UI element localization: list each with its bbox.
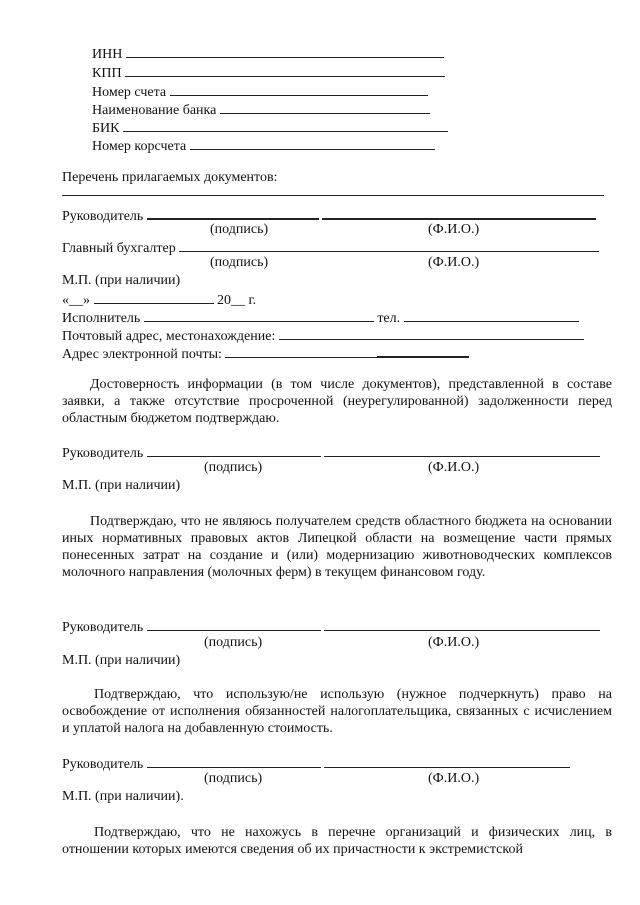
director-fio-field[interactable] bbox=[324, 618, 600, 631]
date-month-field[interactable] bbox=[94, 291, 214, 304]
email-field[interactable] bbox=[225, 345, 377, 358]
stamp-note: М.П. (при наличии) bbox=[62, 273, 181, 288]
confirmation-paragraph: Подтверждаю, что не нахожусь в перечне организаций и физических лиц, в отношении которых имеются сведения об их причастности к экстремистской bbox=[62, 825, 612, 857]
kpp-label: КПП bbox=[92, 66, 122, 81]
director-signature-field[interactable] bbox=[147, 206, 319, 220]
chief-accountant-field[interactable] bbox=[179, 239, 599, 252]
director-line-2 bbox=[62, 444, 600, 462]
phone-field[interactable] bbox=[404, 309, 579, 322]
stamp-note: М.П. (при наличии). bbox=[62, 789, 184, 804]
confirmation-paragraph: Подтверждаю, что использую/не использую (нужное подчеркнуть) право на освобождение от исполнения обязанностей налогоплательщика, связанных с исчислением и уплатой налога на добавленную стоимость. bbox=[62, 687, 612, 736]
inn-line bbox=[92, 45, 444, 63]
account-line bbox=[92, 83, 428, 101]
date-year: 20__ г. bbox=[217, 293, 257, 308]
docs-list-label: Перечень прилагаемых документов: bbox=[62, 170, 278, 185]
director-label: Руководитель bbox=[62, 209, 144, 224]
fio-caption: (Ф.И.О.) bbox=[428, 635, 480, 650]
kpp-field[interactable] bbox=[125, 64, 445, 77]
inn-field[interactable] bbox=[126, 45, 444, 58]
bik-label: БИК bbox=[92, 121, 120, 136]
signature-caption: (подпись) bbox=[210, 222, 269, 237]
docs-list-field[interactable] bbox=[62, 183, 604, 196]
bank-name-line bbox=[92, 101, 430, 119]
bank-name-field[interactable] bbox=[220, 101, 430, 114]
signature-caption: (подпись) bbox=[204, 635, 263, 650]
executor-line bbox=[62, 309, 579, 327]
director-fio-field[interactable] bbox=[324, 755, 570, 768]
postal-field[interactable] bbox=[279, 327, 584, 340]
director-line-1 bbox=[62, 206, 596, 225]
fio-caption: (Ф.И.О.) bbox=[428, 255, 480, 270]
stamp-note: М.П. (при наличии) bbox=[62, 478, 181, 493]
confirmation-paragraph: Подтверждаю, что не являюсь получателем средств областного бюджета на основании иных нормативных правовых актов Липецкой области на возмещение части прямых понесенных затрат на создание и (или) модернизацию животноводческих комплексов молочного направления (молочных ферм) в текущем финансовом году. bbox=[62, 514, 612, 580]
corr-account-label: Номер корсчета bbox=[92, 139, 187, 154]
stamp-note: М.П. (при наличии) bbox=[62, 653, 181, 668]
chief-accountant-line bbox=[62, 239, 599, 257]
corr-account-line bbox=[92, 137, 435, 155]
bank-name-label: Наименование банка bbox=[92, 103, 217, 118]
director-fio-field[interactable] bbox=[322, 206, 596, 220]
inn-label: ИНН bbox=[92, 47, 123, 62]
kpp-line bbox=[92, 64, 445, 82]
bik-line bbox=[92, 119, 448, 137]
director-signature-field[interactable] bbox=[147, 755, 321, 768]
postal-line bbox=[62, 327, 584, 345]
director-line-4 bbox=[62, 755, 570, 773]
director-signature-field[interactable] bbox=[147, 618, 321, 631]
fio-caption: (Ф.И.О.) bbox=[428, 222, 480, 237]
executor-label: Исполнитель bbox=[62, 311, 141, 326]
bik-field[interactable] bbox=[123, 119, 448, 132]
corr-account-field[interactable] bbox=[190, 137, 435, 150]
date-line bbox=[62, 291, 256, 309]
director-label: Руководитель bbox=[62, 446, 144, 461]
director-label: Руководитель bbox=[62, 620, 144, 635]
director-label: Руководитель bbox=[62, 757, 144, 772]
phone-label: тел. bbox=[377, 311, 401, 326]
confirmation-paragraph: Достоверность информации (в том числе документов), представленной в составе заявки, а также отсутствие просроченной (неурегулированной) задолженности перед областным бюджетом подтверждаю. bbox=[62, 377, 612, 426]
signature-caption: (подпись) bbox=[204, 771, 263, 786]
signature-caption: (подпись) bbox=[204, 460, 263, 475]
executor-field[interactable] bbox=[144, 309, 374, 322]
signature-caption: (подпись) bbox=[210, 255, 269, 270]
postal-label: Почтовый адрес, местонахождение: bbox=[62, 329, 276, 344]
email-label: Адрес электронной почты: bbox=[62, 347, 222, 362]
fio-caption: (Ф.И.О.) bbox=[428, 460, 480, 475]
date-day: «__» bbox=[62, 293, 90, 308]
director-signature-field[interactable] bbox=[147, 444, 321, 457]
account-label: Номер счета bbox=[92, 85, 167, 100]
director-fio-field[interactable] bbox=[324, 444, 600, 457]
account-field[interactable] bbox=[170, 83, 428, 96]
chief-accountant-label: Главный бухгалтер bbox=[62, 241, 176, 256]
director-line-3 bbox=[62, 618, 600, 636]
fio-caption: (Ф.И.О.) bbox=[428, 771, 480, 786]
email-field-tail[interactable] bbox=[377, 344, 469, 358]
email-line bbox=[62, 344, 469, 363]
